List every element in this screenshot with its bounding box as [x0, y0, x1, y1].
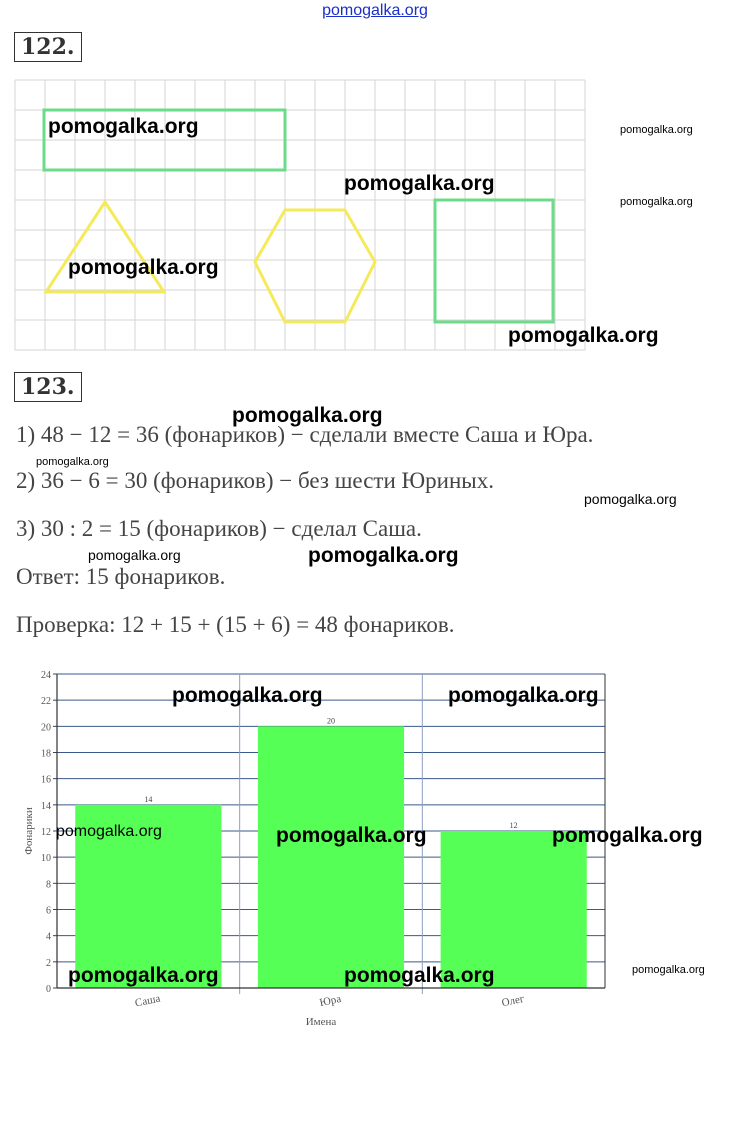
y-tick-label: 16	[41, 774, 51, 786]
x-tick-label: Юра	[318, 992, 343, 1010]
watermark: pomogalka.org	[552, 824, 703, 847]
bar	[258, 726, 404, 988]
y-tick-label: 18	[41, 748, 51, 760]
watermark: pomogalka.org	[344, 172, 495, 195]
watermark: pomogalka.org	[344, 964, 495, 987]
y-tick-label: 20	[41, 722, 51, 734]
task-123-number: 123.	[14, 372, 82, 402]
x-axis-title: Имена	[305, 1016, 337, 1028]
watermark: pomogalka.org	[276, 824, 427, 847]
bar-data-label: 14	[144, 794, 153, 804]
site-header-link[interactable]: pomogalka.org	[322, 2, 428, 19]
y-tick-label: 10	[41, 853, 51, 865]
y-tick-label: 2	[46, 957, 51, 969]
watermark: pomogalka.org	[68, 256, 219, 279]
watermark: pomogalka.org	[308, 544, 459, 567]
task-122-number: 122.	[14, 32, 82, 62]
watermark: pomogalka.org	[88, 547, 181, 563]
watermark: pomogalka.org	[632, 964, 705, 976]
y-axis-title: Фонарики	[23, 807, 35, 855]
solution-step-2: 2) 36 − 6 = 30 (фонариков) − без шести Юриных.	[16, 468, 494, 493]
watermark: pomogalka.org	[584, 491, 677, 507]
y-tick-label: 24	[41, 670, 51, 681]
watermark: pomogalka.org	[68, 964, 219, 987]
watermark: pomogalka.org	[56, 823, 162, 840]
bar-data-label: 12	[509, 821, 518, 830]
green-square	[435, 200, 553, 322]
answer-line: Ответ: 15 фонариков.	[16, 564, 226, 589]
watermark: pomogalka.org	[620, 124, 693, 136]
y-tick-label: 6	[46, 905, 51, 917]
solution-step-1: 1) 48 − 12 = 36 (фонариков) − сделали вместе Саша и Юра.	[16, 422, 594, 447]
check-line: Проверка: 12 + 15 + (15 + 6) = 48 фонариков.	[16, 612, 455, 637]
y-tick-label: 14	[41, 800, 51, 812]
y-tick-label: 4	[46, 931, 51, 943]
y-tick-label: 8	[46, 879, 51, 891]
x-tick-label: Олег	[500, 992, 526, 1010]
watermark: pomogalka.org	[448, 684, 599, 707]
watermark: pomogalka.org	[508, 324, 659, 347]
solution-step-3: 3) 30 : 2 = 15 (фонариков) − сделал Саша.	[16, 516, 422, 541]
y-tick-label: 0	[46, 984, 51, 995]
watermark: pomogalka.org	[232, 404, 383, 427]
y-tick-label: 22	[41, 696, 51, 708]
bar-data-label: 20	[327, 716, 335, 726]
watermark: pomogalka.org	[36, 456, 109, 468]
x-tick-label: Саша	[133, 992, 162, 1010]
y-tick-label: 12	[41, 827, 51, 838]
watermark: pomogalka.org	[172, 684, 323, 707]
watermark: pomogalka.org	[48, 115, 199, 138]
watermark: pomogalka.org	[620, 196, 693, 208]
